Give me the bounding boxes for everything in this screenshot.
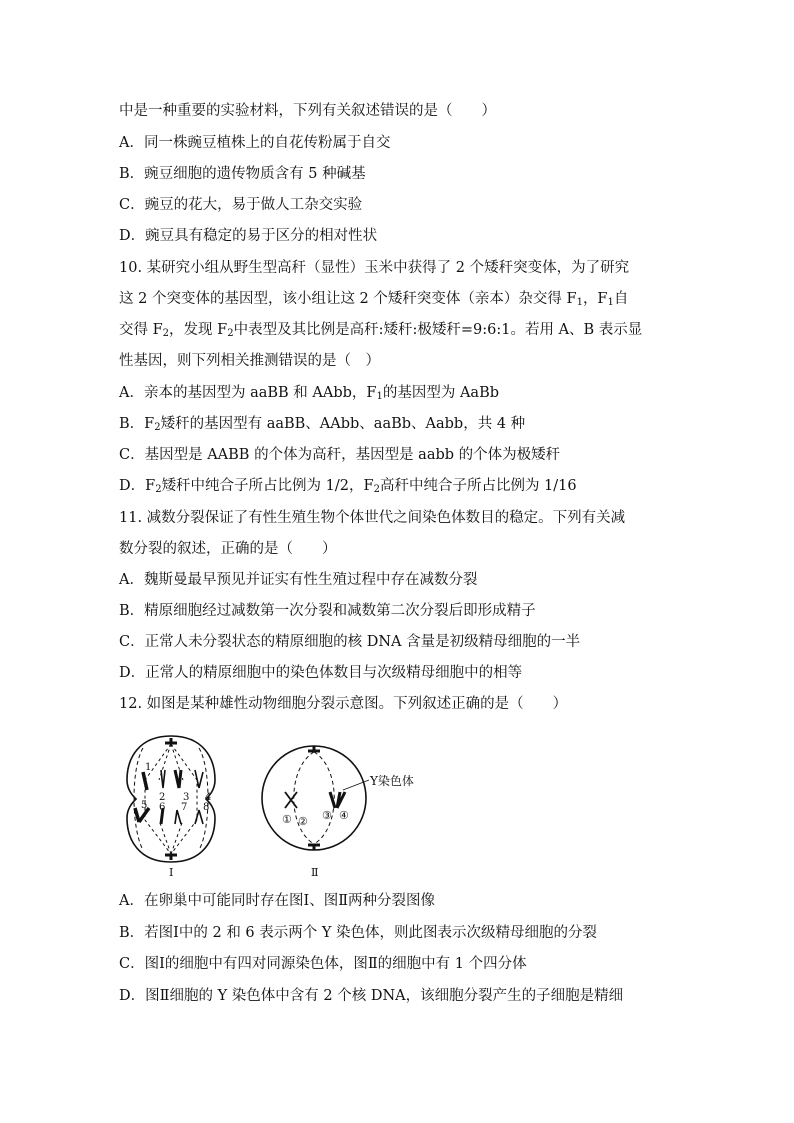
q12-option-a: A．在卵巢中可能同时存在图Ⅰ、图Ⅱ两种分裂图像 [119, 893, 436, 909]
q11-option-b: B．精原细胞经过减数第一次分裂和减数第二次分裂后即形成精子 [119, 603, 536, 619]
cell-2-number-1: ① [282, 813, 292, 826]
cell-1-number-5: 5 [141, 800, 148, 811]
q12-option-b: B．若图Ⅰ中的 2 和 6 表示两个 Y 染色体，则此图表示次级精母细胞的分裂 [119, 925, 598, 941]
figure-label-1: Ⅰ [169, 866, 174, 878]
q11-option-d: D．正常人的精原细胞中的染色体数目与次级精母细胞中的相等 [119, 665, 523, 681]
q10-stem-line-4: 性基因，则下列相关推测错误的是（ ） [119, 353, 380, 369]
q11-option-c: C．正常人未分裂状态的精原细胞的核 DNA 含量是初级精母细胞的一半 [119, 634, 581, 650]
q10-option-b: B．$F_2$矮秆的基因型有 aaBB、AAbb、aaBb、Aabb，共 4 种 [119, 416, 526, 433]
cell-1 [127, 736, 215, 862]
q9-option-d: D．豌豆具有稳定的易于区分的相对性状 [119, 228, 378, 244]
q11-stem-line-2: 数分裂的叙述，正确的是（ ） [119, 541, 337, 557]
cell-1-number-8: 8 [203, 802, 210, 813]
q9-option-b: B．豌豆细胞的遗传物质含有 5 种碱基 [119, 166, 366, 182]
cell-2 [262, 746, 369, 850]
cell-1-number-4: 4 [205, 792, 212, 803]
cell-2-number-3: ③ [322, 809, 332, 822]
cell-1-number-6: 6 [159, 802, 166, 813]
cell-1-number-2: 2 [159, 792, 166, 803]
q11-option-a: A．魏斯曼最早预见并证实有性生殖过程中存在减数分裂 [119, 572, 478, 588]
q10-option-d: D．$F_2$矮秆中纯合子所占比例为 1/2，$F_2$高秆中纯合子所占比例为 1/16 [119, 478, 577, 495]
q10-option-c: C．基因型是 AABB 的个体为高秆，基因型是 aabb 的个体为极矮秆 [119, 447, 561, 463]
q11-stem-line-1: 11. 减数分裂保证了有性生殖生物个体世代之间染色体数目的稳定。下列有关减 [119, 510, 626, 526]
cell-division-figure [119, 728, 449, 878]
q12-option-c: C．图Ⅰ的细胞中有四对同源染色体，图Ⅱ的细胞中有 1 个四分体 [119, 956, 527, 972]
figure-label-2: Ⅱ [311, 866, 319, 878]
cell-2-number-4: ④ [339, 809, 349, 822]
q10-option-a: A．亲本的基因型为 aaBB 和 AAbb，$F_1$的基因型为 AaBb [119, 385, 500, 402]
cell-1-number-1: 1 [145, 762, 152, 773]
cell-1-number-7: 7 [181, 802, 188, 813]
q12-option-d: D．图Ⅱ细胞的 Y 染色体中含有 2 个核 DNA，该细胞分裂产生的子细胞是精细 [119, 988, 624, 1004]
y-chromosome-label: Y染色体 [370, 774, 414, 788]
q12-stem: 12. 如图是某种雄性动物细胞分裂示意图。下列叙述正确的是（ ） [119, 696, 568, 712]
cell-2-number-2: ② [298, 815, 308, 828]
q10-stem-line-3: 交得 $F_2$，发现 $F_2$中表型及其比例是高秆:矮秆:极矮秆=9:6:1。若用 A、B 表示显 [119, 322, 643, 339]
q9-option-c: C．豌豆的花大，易于做人工杂交实验 [119, 197, 363, 213]
q10-stem-line-1: 10. 某研究小组从野生型高秆（显性）玉米中获得了 2 个矮秆突变体，为了研究 [119, 260, 630, 276]
q9-option-a: A．同一株豌豆植株上的自花传粉属于自交 [119, 135, 391, 151]
q10-stem-line-2: 这 2 个突变体的基因型，该小组让这 2 个矮秆突变体（亲本）杂交得 $F_1$，$F_1$自 [119, 291, 629, 308]
q9-stem-tail: 中是一种重要的实验材料，下列有关叙述错误的是（ ） [119, 103, 496, 119]
cell-1-number-3: 3 [183, 792, 190, 803]
